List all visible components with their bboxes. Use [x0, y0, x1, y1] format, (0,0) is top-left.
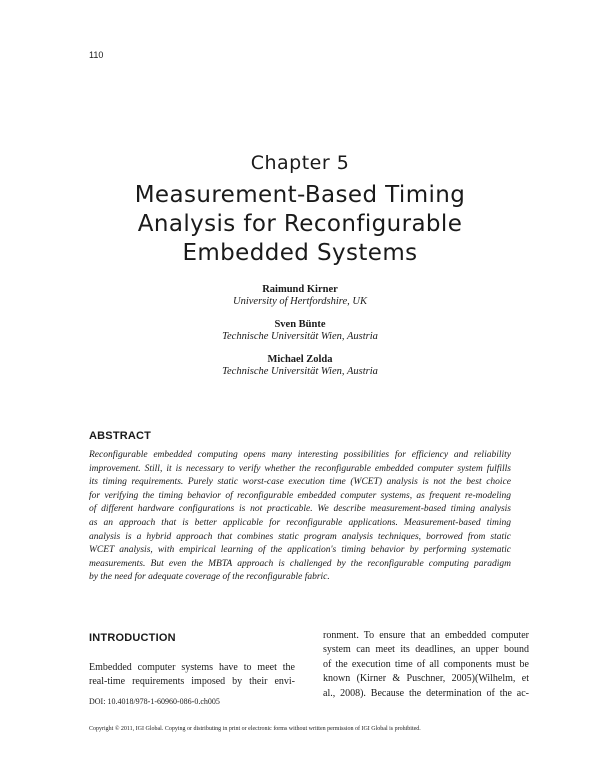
author-affiliation: Technische Universität Wien, Austria: [222, 331, 378, 342]
introduction-heading: INTRODUCTION: [89, 632, 176, 644]
abstract-body: [89, 449, 511, 585]
author-affiliation: University of Hertfordshire, UK: [233, 296, 367, 307]
intro-line: known (Kirner & Puschner, 2005)(Wilhelm, et: [323, 673, 529, 685]
intro-line: Embedded computer systems have to meet the: [89, 662, 295, 673]
intro-line: ronment. To ensure that an embedded computer: [323, 630, 529, 641]
introduction-left-column: [89, 661, 295, 690]
intro-line: of the execution time of all components must be: [323, 658, 529, 670]
abstract-line: improvement. Still, it is necessary to verify whether the reconfigurable embedded computer system fulfills: [89, 463, 511, 474]
title-line: Measurement-Based Timing: [134, 182, 466, 208]
intro-line: real-time requirements imposed by their envi-: [89, 676, 295, 688]
author-block: [0, 284, 600, 308]
author-name: Sven Bünte: [274, 319, 326, 330]
doi-line: DOI: 10.4018/978-1-60960-086-0.ch005: [89, 697, 220, 706]
author-name: Michael Zolda: [267, 354, 333, 365]
abstract-line: its timing requirements. Purely static worst-case execution time (WCET) analysis is not the best choice: [89, 477, 511, 488]
author-block: [0, 354, 600, 378]
author-name: Raimund Kirner: [262, 284, 338, 295]
abstract-line: for verifying the timing behavior of reconfigurable embedded computer systems, as frequent re-modeling: [89, 490, 511, 501]
abstract-line: Reconfigurable embedded computing opens many interesting possibilities for efficiency and reliability: [89, 450, 511, 460]
title-line: Analysis for Reconfigurable: [137, 211, 463, 237]
author-affiliation: Technische Universität Wien, Austria: [222, 366, 378, 377]
abstract-line: WCET analysis, with empirical learning of the application's timing behavior by performing systematic: [89, 545, 511, 556]
abstract-line: measurements. But even the MBTA approach is challenged by the reconfigurable computing paradigm: [89, 558, 511, 569]
page-number: 110: [89, 50, 104, 60]
intro-line: al., 2008). Because the determination of the ac-: [323, 687, 529, 699]
intro-line: system can meet its deadlines, an upper bound: [323, 644, 529, 656]
abstract-line: analysis is a hybrid approach that combines static program analysis techniques, borrowed from static: [89, 531, 511, 542]
chapter-label: Chapter 5: [250, 152, 350, 174]
introduction-right-column: [323, 629, 529, 701]
chapter-title: [80, 181, 520, 268]
abstract-line: as an approach that is better applicable for reconfigurable applications. Measurement-based timing: [89, 517, 511, 528]
abstract-heading: ABSTRACT: [89, 430, 152, 442]
abstract-line: by the need for adequate coverage of the reconfigurable fabric.: [89, 572, 330, 583]
author-block: [0, 319, 600, 343]
copyright-notice: Copyright © 2011, IGI Global. Copying or distributing in print or electronic forms without written permission of IGI Global is prohibited.: [89, 726, 421, 732]
abstract-line: of different hardware configurations is not practicable. We describe measurement-based timing analysis: [89, 504, 511, 515]
title-line: Embedded Systems: [182, 240, 418, 266]
